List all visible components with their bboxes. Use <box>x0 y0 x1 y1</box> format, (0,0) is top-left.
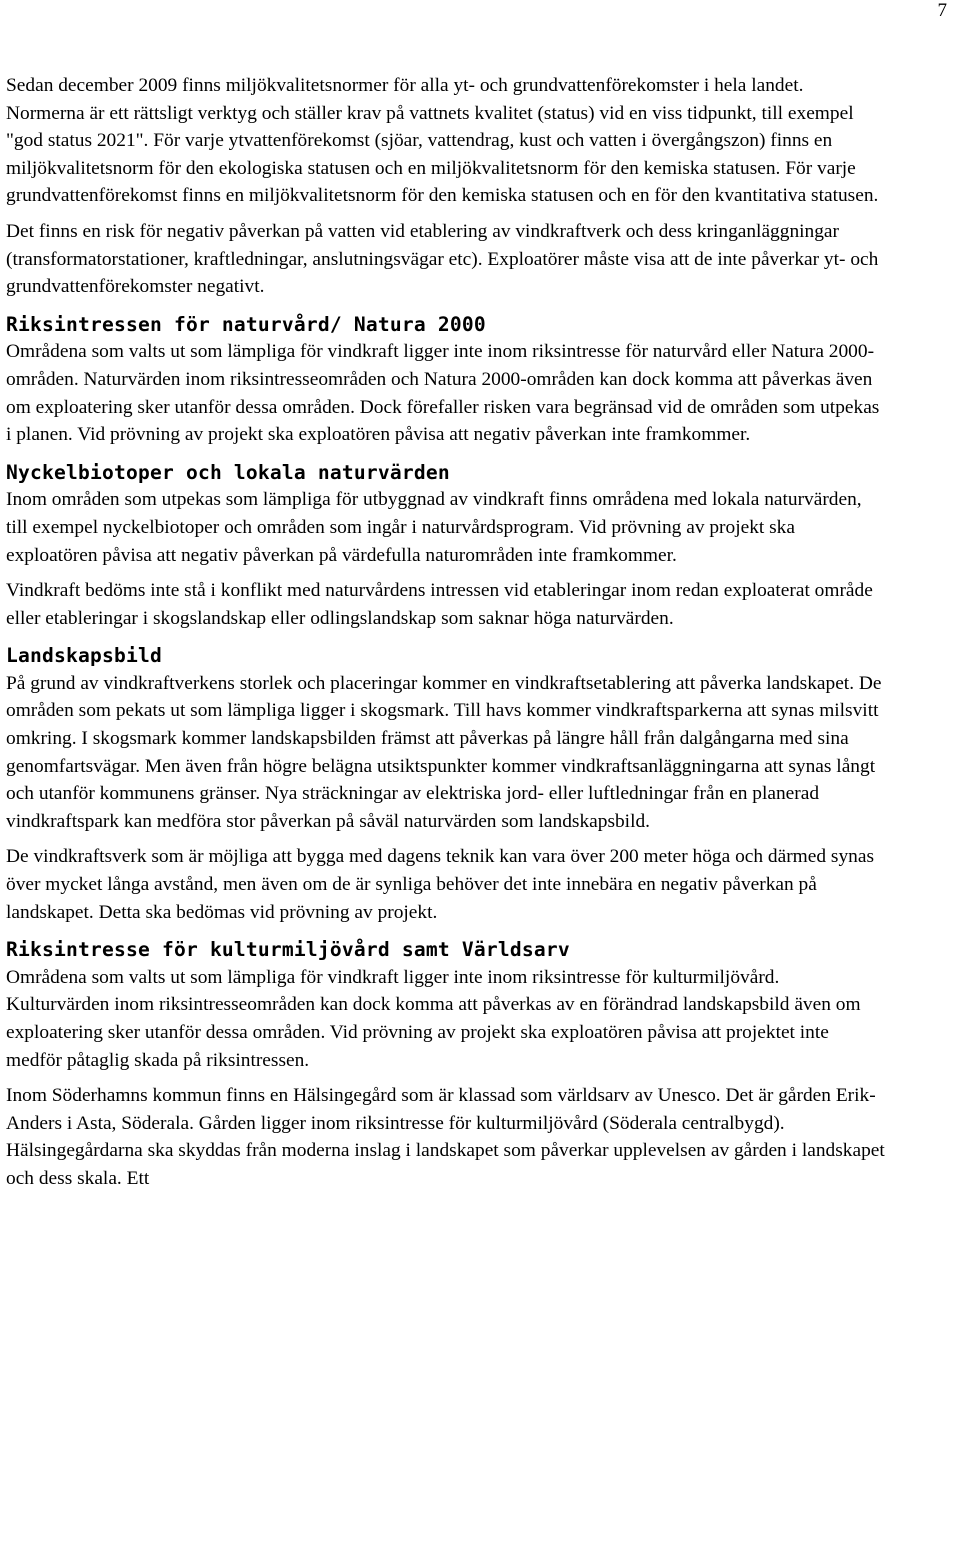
heading-natura-2000: Riksintressen för naturvård/ Natura 2000 <box>6 312 486 336</box>
paragraph-nyckelbiotoper-2: Vindkraft bedöms inte stå i konflikt med naturvårdens intressen vid etableringar inom redan exploaterat område eller etableringar i skogslandskap eller odlingslandskap som saknar höga naturvärden. <box>6 580 873 629</box>
paragraph-water-risk: Det finns en risk för negativ påverkan på vatten vid etablering av vindkraftverk och dess kringanläggningar (transformatorstationer, kraftledningar, anslutningsvägar etc). Exploatörer måste visa att de inte påverkar yt- och grundvattenförekomster negativt. <box>6 220 879 298</box>
paragraph-kulturmiljovard-2: Inom Söderhamns kommun finns en Hälsingegård som är klassad som världsarv av Unesco. Det är gården Erik-Anders i Asta, Söderala. Gården ligger inom riksintresse för kulturmiljövård (Söderala centralbygd). Hälsingegårdarna ska skyddas från moderna inslag i landskapet som påverkar upplevelsen av gården i landskapet och dess skala. Ett <box>6 1085 885 1189</box>
paragraph-kulturmiljovard-1: Områdena som valts ut som lämpliga för vindkraft ligger inte inom riksintresse för kulturmiljövård. Kulturvärden inom riksintresseområden kan dock komma att påverkas av en förändrad landskapsbild även om exploatering sker utanför dessa områden. Vid prövning av projekt ska exploatören påvisa att projektet inte medför påtaglig skada på riksintressen. <box>6 966 861 1071</box>
paragraph-natura-2000: Områdena som valts ut som lämpliga för vindkraft ligger inte inom riksintresse för naturvård eller Natura 2000-områden. Naturvärden inom riksintresseområden och Natura 2000-områden kan dock komma att påverkas även om exploatering sker utanför dessa områden. Dock förefaller risken vara begränsad vid de områden som utpekas i planen. Vid prövning av projekt ska exploatören påvisa att negativ påverkan inte framkommer. <box>6 341 880 446</box>
paragraph-landskapsbild-2: De vindkraftsverk som är möjliga att bygga med dagens teknik kan vara över 200 meter höga och därmed synas över mycket långa avstånd, men även om de är synliga behöver det inte innebära en negativ påverkan på landskapet. Detta ska bedömas vid prövning av projekt. <box>6 846 875 923</box>
heading-nyckelbiotoper: Nyckelbiotoper och lokala naturvärden <box>6 460 450 484</box>
heading-kulturmiljovard: Riksintresse för kulturmiljövård samt Världsarv <box>6 938 570 962</box>
paragraph-landskapsbild-1: På grund av vindkraftverkens storlek och placeringar kommer en vindkraftsetablering att påverka landskapet. De områden som pekats ut som lämpliga ligger i skogsmark. Till havs kommer vindkraftsparkerna att synas milsvitt omkring. I skogsmark kommer landskapsbilden främst att påverkas på längre håll från dalgångarna med sina genomfartsvägar. Men även från högre belägna utsiktspunkter kommer vindkraftsanläggningarna att synas långt och utanför kommunens gränser. Nya sträckningar av elektriska jord- eller luftledningar från en planerad vindkraftspark kan medföra stor påverkan på såväl naturvärden som landskapsbild. <box>6 672 882 832</box>
document-body <box>6 72 886 1201</box>
page-number: 7 <box>937 0 947 21</box>
paragraph-water-norms: Sedan december 2009 finns miljökvalitetsnormer för alla yt- och grundvattenförekomster i hela landet. Normerna är ett rättsligt verktyg och ställer krav på vattnets kvalitet (status) vid en viss tidpunkt, till exempel "god status 2021". För varje ytvattenförekomst (sjöar, vattendrag, kust och vatten i övergångszon) finns en miljökvalitetsnorm för den ekologiska statusen och en miljökvalitetsnorm för den kemiska statusen. För varje grundvattenförekomst finns en miljökvalitetsnorm för den kemiska statusen och en för den kvantitativa statusen. <box>6 75 879 207</box>
paragraph-nyckelbiotoper-1: Inom områden som utpekas som lämpliga för utbyggnad av vindkraft finns områdena med lokala naturvärden, till exempel nyckelbiotoper och områden som ingår i naturvårdsprogram. Vid prövning av projekt ska exploatören påvisa att negativ påverkan på värdefulla naturområden inte framkommer. <box>6 489 862 566</box>
heading-landskapsbild: Landskapsbild <box>6 644 162 668</box>
